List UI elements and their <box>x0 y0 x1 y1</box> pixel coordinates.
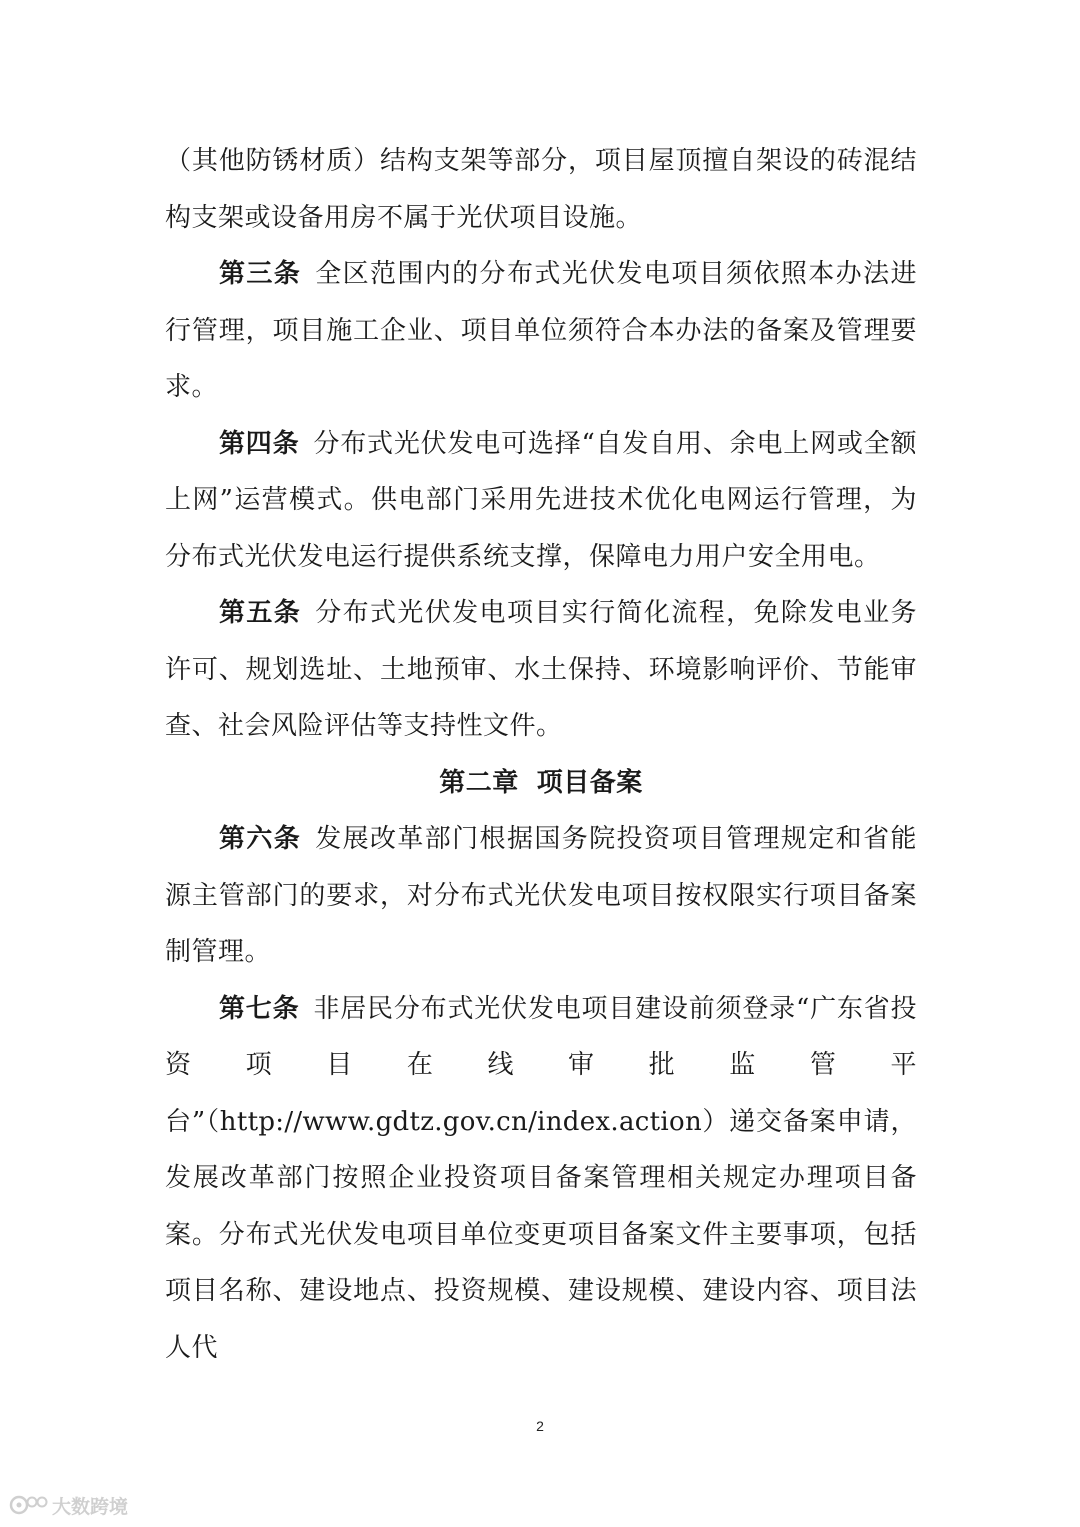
watermark-logo-icon <box>8 1493 48 1517</box>
article-5 <box>165 585 917 755</box>
chapter-heading <box>165 755 917 812</box>
article-3 <box>165 246 917 416</box>
watermark <box>8 1490 128 1520</box>
paragraph-continued <box>165 133 917 246</box>
article-text: 发展改革部门根据国务院投资项目管理规定和省能源主管部门的要求，对分布式光伏发电项目按权限实行项目备案制管理。 <box>165 824 917 967</box>
page-number: 2 <box>536 1418 544 1434</box>
article-heading: 第三条 <box>219 259 302 289</box>
article-text: 非居民分布式光伏发电项目建设前须登录“广东省投资项目在线审批监管平台” <box>165 993 917 1137</box>
article-text: 分布式光伏发电项目实行简化流程，免除发电业务许可、规划选址、土地预审、水土保持、环境影响评价、节能审查、社会风险评估等支持性文件。 <box>165 598 917 741</box>
article-text: 全区范围内的分布式光伏发电项目须依照本办法进行管理，项目施工企业、项目单位须符合本办法的备案及管理要求。 <box>165 259 917 402</box>
article-text-continued: 递交备案申请，发展改革部门按照企业投资项目备案管理相关规定办理项目备案。分布式光伏发电项目单位变更项目备案文件主要事项，包括项目名称、建设地点、投资规模、建设规模、建设内容、项目法人代 <box>165 1106 917 1363</box>
document-body <box>165 133 917 1376</box>
article-heading: 第六条 <box>219 824 302 854</box>
watermark-text: 大数跨境 <box>52 1495 129 1518</box>
paragraph-text: （其他防锈材质）结构支架等部分，项目屋顶擅自架设的砖混结构支架或设备用房不属于光伏项目设施。 <box>165 146 917 233</box>
article-heading: 第四条 <box>219 428 300 459</box>
article-heading: 第七条 <box>219 993 300 1024</box>
chapter-title: 项目备案 <box>536 767 643 798</box>
article-6 <box>165 811 917 981</box>
chapter-number: 第二章 <box>439 767 519 798</box>
article-7 <box>165 981 917 1377</box>
platform-url: （http://www.gdtz.gov.cn/index.action） <box>205 1106 730 1137</box>
article-heading: 第五条 <box>219 598 302 628</box>
article-4 <box>165 416 917 586</box>
article-text: 分布式光伏发电可选择“自发自用、余电上网或全额上网”运营模式。供电部门采用先进技术优化电网运行管理，为分布式光伏发电运行提供系统支撑，保障电力用户安全用电。 <box>165 428 917 572</box>
